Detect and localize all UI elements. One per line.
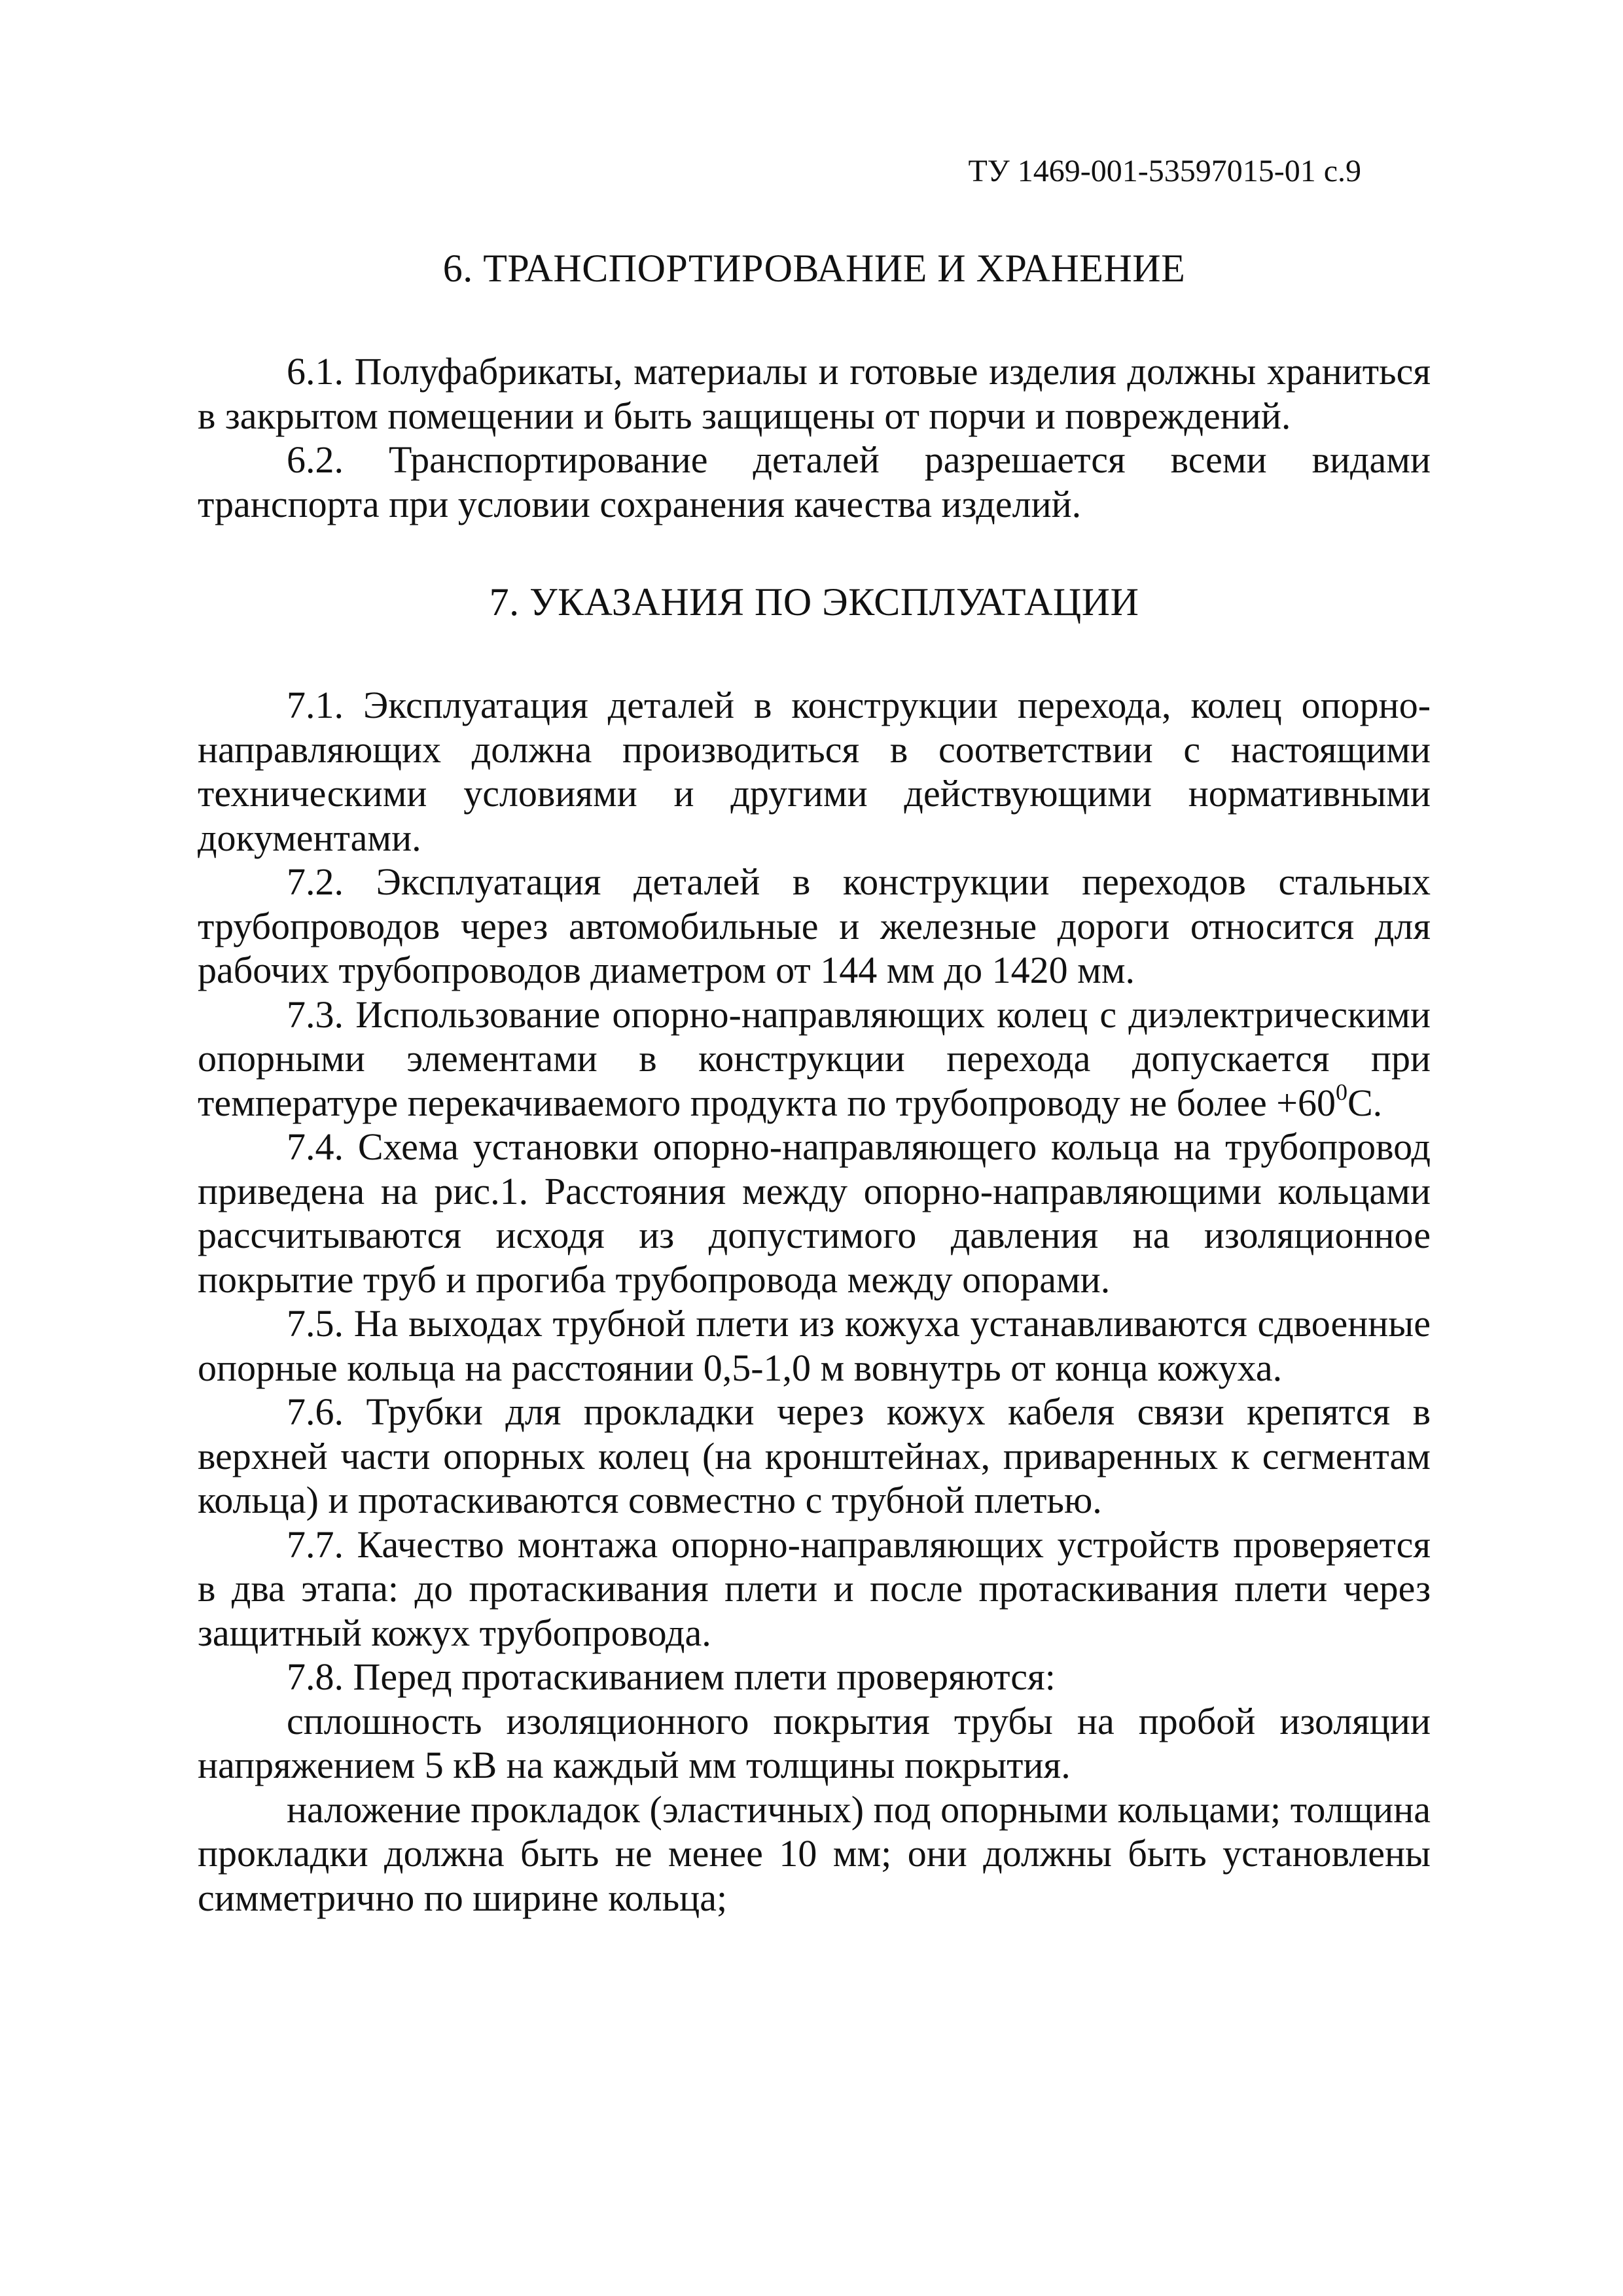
paragraph-text: Полуфабрикаты, материалы и готовые изделия должны храниться в закрытом помещении и быть защищены от порчи и повреждений. [198, 350, 1431, 437]
paragraph-number: 6.2. [287, 438, 344, 481]
paragraph-text: сплошность изоляционного покрытия трубы на пробой изоляции напряжением 5 кВ на каждый мм толщины покрытия. [198, 1699, 1431, 1786]
section-title-operation: 7. УКАЗАНИЯ ПО ЭКСПЛУАТАЦИИ [489, 580, 1139, 624]
paragraph-number: 7.6. [287, 1390, 344, 1433]
paragraph-text: Эксплуатация деталей в конструкции переходов стальных трубопроводов через автомобильные и железные дороги относится для рабочих трубопроводов диаметром от 144 мм до 1420 мм. [198, 860, 1431, 991]
paragraph-number: 7.8. [287, 1655, 344, 1698]
paragraph-7-8-item-2 [198, 1788, 1431, 1920]
section-title-transport: 6. ТРАНСПОРТИРОВАНИЕ И ХРАНЕНИЕ [442, 247, 1186, 290]
paragraph-7-2 [198, 860, 1431, 993]
paragraph-number: 6.1. [287, 350, 344, 393]
paragraph-7-8-item-1 [198, 1699, 1431, 1788]
paragraph-7-8 [198, 1655, 1431, 1699]
paragraph-text: Трубки для прокладки через кожух кабеля связи крепятся в верхней части опорных колец (на кронштейнах, приваренных к сегментам кольца) и протаскиваются совместно с трубной плетью. [198, 1390, 1431, 1521]
paragraph-text-tail: С. [1347, 1081, 1383, 1124]
document-body [198, 243, 1431, 1920]
paragraph-text: Схема установки опорно-направляющего кольца на трубопровод приведена на рис.1. Расстояния между опорно-направляющими кольцами рассчитываются исходя из допустимого давления на изоляционное покрытие труб и прогиба трубопровода между опорами. [198, 1125, 1431, 1301]
paragraph-text: Транспортирование деталей разрешается всеми видами транспорта при условии сохранения качества изделий. [198, 438, 1431, 525]
paragraph-number: 7.5. [287, 1302, 344, 1345]
paragraph-7-7 [198, 1523, 1431, 1655]
paragraph-text: Использование опорно-направляющих колец с диэлектрическими опорными элементами в конструкции перехода допускается при температуре перекачиваемого продукта по трубопроводу не более +60 [198, 993, 1431, 1124]
degree-superscript: 0 [1335, 1078, 1347, 1105]
paragraph-7-3 [198, 993, 1431, 1125]
paragraph-text: На выходах трубной плети из кожуха устанавливаются сдвоенные опорные кольца на расстоянии 0,5-1,0 м вовнутрь от конца кожуха. [198, 1302, 1431, 1389]
paragraph-number: 7.7. [287, 1523, 344, 1566]
paragraph-text: Качество монтажа опорно-направляющих устройств проверяется в два этапа: до протаскивания плети и после протаскивания плети через защитный кожух трубопровода. [198, 1523, 1431, 1654]
paragraph-7-1 [198, 683, 1431, 860]
paragraph-6-1 [198, 349, 1431, 438]
document-reference: ТУ 1469-001-53597015-01 с.9 [968, 154, 1361, 188]
paragraph-text: Эксплуатация деталей в конструкции перехода, колец опорно-направляющих должна производиться в соответствии с настоящими техническими условиями и другими действующими нормативными документами. [198, 684, 1431, 859]
paragraph-7-4 [198, 1125, 1431, 1301]
paragraph-number: 7.1. [287, 684, 344, 726]
paragraph-number: 7.4. [287, 1125, 344, 1168]
paragraph-number: 7.2. [287, 860, 344, 903]
paragraph-7-5 [198, 1301, 1431, 1390]
paragraph-number: 7.3. [287, 993, 344, 1036]
paragraph-text: Перед протаскиванием плети проверяются: [353, 1655, 1056, 1698]
paragraph-text: наложение прокладок (эластичных) под опорными кольцами; толщина прокладки должна быть не менее 10 мм; они должны быть установлены симметрично по ширине кольца; [198, 1788, 1431, 1919]
paragraph-7-6 [198, 1390, 1431, 1523]
paragraph-6-2 [198, 438, 1431, 526]
